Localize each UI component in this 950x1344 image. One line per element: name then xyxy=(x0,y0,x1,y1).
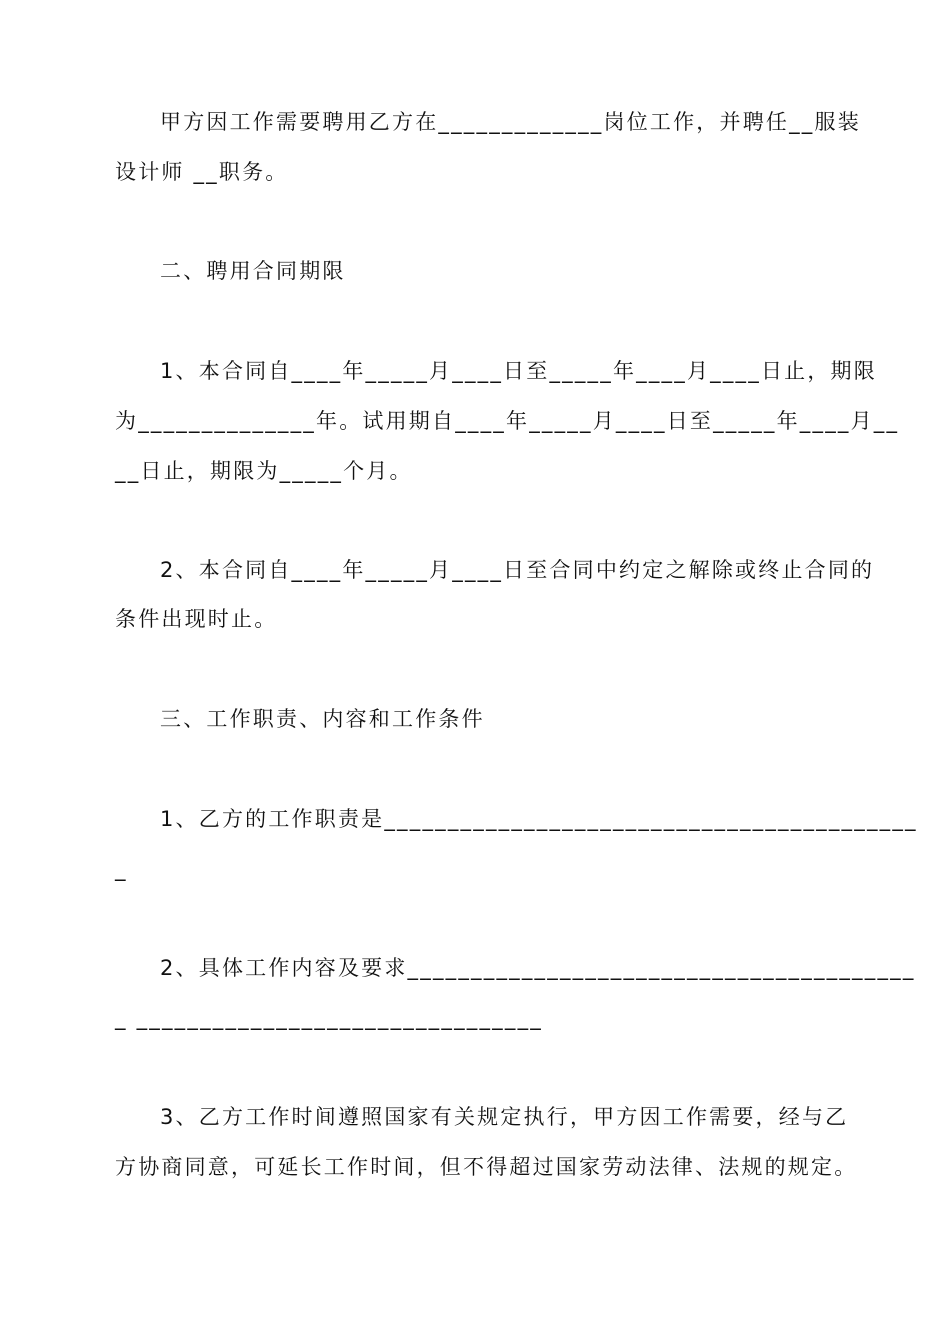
clause-term-1-line-2: 为______________年。试用期自____年_____月____日至_____年____月__ xyxy=(115,409,900,433)
clause-duties-2-line-2: _ ________________________________ xyxy=(115,1006,543,1030)
clause-term-1-line-3: __日止，期限为_____个月。 xyxy=(115,459,413,483)
clause-duties-2-line-1: 2、具体工作内容及要求________________________________________ xyxy=(160,956,916,980)
clause-term-2-line-1: 2、本合同自____年_____月____日至合同中约定之解除或终止合同的 xyxy=(160,558,875,582)
clause-duties-1-line-1: 1、乙方的工作职责是__________________________________________ xyxy=(160,807,918,831)
section-heading-contract-term: 二、聘用合同期限 xyxy=(160,259,346,283)
para-appointment-line-1: 甲方因工作需要聘用乙方在_____________岗位工作，并聘任__服装 xyxy=(160,110,861,134)
clause-duties-3-line-2: 方协商同意，可延长工作时间，但不得超过国家劳动法律、法规的规定。 xyxy=(115,1155,858,1179)
para-appointment-line-2: 设计师 __职务。 xyxy=(115,160,289,184)
clause-term-2-line-2: 条件出现时止。 xyxy=(115,607,278,631)
clause-duties-1-line-2: _ xyxy=(115,857,128,881)
clause-duties-3-line-1: 3、乙方工作时间遵照国家有关规定执行，甲方因工作需要，经与乙 xyxy=(160,1105,849,1129)
section-heading-duties: 三、工作职责、内容和工作条件 xyxy=(160,707,485,731)
clause-term-1-line-1: 1、本合同自____年_____月____日至_____年____月____日止，期限 xyxy=(160,359,877,383)
